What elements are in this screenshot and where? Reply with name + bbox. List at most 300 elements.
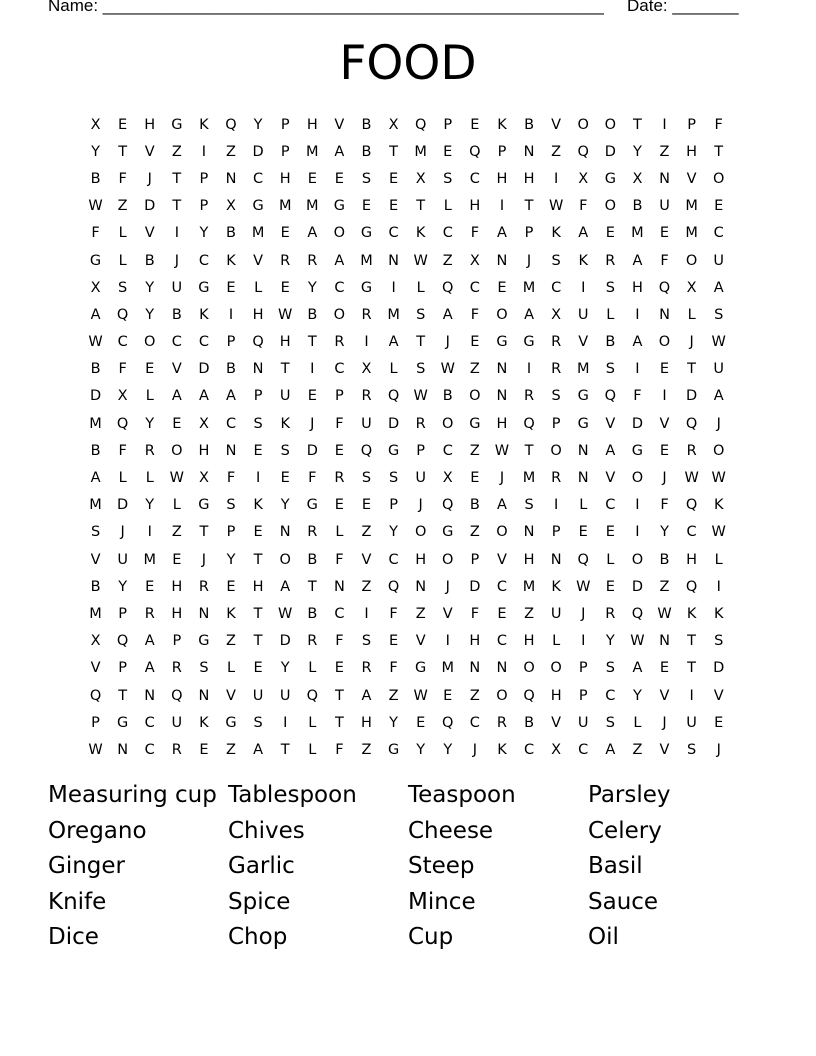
- grid-letter[interactable]: K: [713, 605, 724, 622]
- grid-letter[interactable]: F: [470, 225, 480, 242]
- grid-letter[interactable]: C: [442, 225, 453, 242]
- grid-letter[interactable]: Z: [659, 578, 670, 595]
- grid-letter[interactable]: C: [496, 578, 508, 595]
- grid-letter[interactable]: K: [226, 605, 236, 622]
- grid-letter[interactable]: P: [335, 388, 344, 405]
- grid-letter[interactable]: X: [469, 252, 480, 269]
- grid-letter[interactable]: I: [310, 361, 315, 378]
- grid-letter[interactable]: R: [144, 442, 155, 459]
- grid-letter[interactable]: N: [523, 143, 535, 160]
- grid-letter[interactable]: X: [632, 170, 643, 187]
- grid-letter[interactable]: E: [443, 687, 453, 704]
- grid-letter[interactable]: C: [334, 605, 345, 622]
- grid-letter[interactable]: Q: [658, 279, 671, 296]
- grid-letter[interactable]: O: [171, 442, 183, 459]
- grid-letter[interactable]: X: [90, 633, 101, 650]
- grid-letter[interactable]: L: [443, 198, 452, 215]
- grid-letter[interactable]: N: [496, 388, 508, 405]
- grid-letter[interactable]: I: [201, 143, 207, 160]
- grid-letter[interactable]: O: [496, 524, 508, 541]
- grid-letter[interactable]: E: [145, 361, 155, 378]
- grid-letter[interactable]: T: [172, 198, 182, 215]
- grid-letter[interactable]: S: [361, 633, 372, 650]
- grid-letter[interactable]: R: [415, 415, 426, 432]
- grid-letter[interactable]: E: [280, 225, 290, 242]
- grid-letter[interactable]: Q: [116, 415, 129, 432]
- grid-letter[interactable]: Z: [117, 198, 128, 215]
- grid-letter[interactable]: A: [632, 660, 643, 677]
- grid-letter[interactable]: J: [581, 605, 586, 622]
- grid-letter[interactable]: U: [361, 415, 372, 432]
- grid-letter[interactable]: F: [308, 470, 317, 487]
- grid-letter[interactable]: E: [388, 633, 399, 650]
- grid-letter[interactable]: F: [389, 605, 398, 622]
- grid-letter[interactable]: B: [144, 252, 155, 269]
- grid-letter[interactable]: G: [442, 524, 454, 541]
- grid-letter[interactable]: V: [442, 605, 453, 622]
- grid-letter[interactable]: H: [523, 551, 535, 568]
- grid-letter[interactable]: R: [171, 660, 182, 677]
- grid-letter[interactable]: E: [361, 198, 372, 215]
- grid-letter[interactable]: L: [633, 714, 642, 731]
- grid-letter[interactable]: F: [470, 605, 480, 622]
- grid-letter[interactable]: S: [551, 388, 561, 405]
- grid-letter[interactable]: C: [605, 687, 616, 704]
- grid-letter[interactable]: J: [445, 334, 450, 351]
- grid-letter[interactable]: H: [171, 605, 183, 622]
- grid-letter[interactable]: Z: [551, 143, 562, 160]
- grid-letter[interactable]: U: [252, 687, 264, 704]
- grid-letter[interactable]: P: [578, 660, 588, 677]
- grid-letter[interactable]: Z: [632, 741, 643, 758]
- grid-letter[interactable]: L: [579, 497, 588, 514]
- grid-letter[interactable]: M: [306, 198, 319, 215]
- grid-letter[interactable]: Y: [199, 225, 209, 242]
- grid-letter[interactable]: H: [496, 415, 508, 432]
- grid-letter[interactable]: H: [171, 578, 183, 595]
- grid-letter[interactable]: J: [120, 524, 125, 541]
- grid-letter[interactable]: P: [91, 714, 100, 731]
- grid-letter[interactable]: R: [198, 578, 209, 595]
- grid-letter[interactable]: C: [523, 741, 535, 758]
- grid-letter[interactable]: M: [251, 225, 265, 242]
- grid-letter[interactable]: J: [662, 714, 667, 731]
- grid-letter[interactable]: Y: [280, 497, 290, 514]
- grid-letter[interactable]: P: [280, 143, 290, 160]
- grid-letter[interactable]: H: [279, 334, 291, 351]
- grid-letter[interactable]: C: [334, 279, 345, 296]
- grid-letter[interactable]: T: [389, 143, 398, 160]
- grid-letter[interactable]: W: [88, 741, 103, 758]
- grid-letter[interactable]: T: [714, 143, 724, 160]
- grid-letter[interactable]: P: [389, 497, 398, 514]
- grid-letter[interactable]: H: [361, 714, 372, 731]
- grid-letter[interactable]: U: [713, 361, 725, 378]
- grid-letter[interactable]: U: [279, 687, 291, 704]
- grid-letter[interactable]: X: [551, 306, 562, 323]
- grid-letter[interactable]: P: [280, 116, 290, 133]
- grid-letter[interactable]: I: [364, 334, 369, 351]
- grid-letter[interactable]: N: [523, 524, 535, 541]
- grid-letter[interactable]: R: [551, 334, 562, 351]
- grid-letter[interactable]: N: [279, 524, 291, 541]
- grid-letter[interactable]: P: [118, 605, 128, 622]
- grid-letter[interactable]: O: [685, 252, 698, 269]
- grid-letter[interactable]: I: [526, 361, 532, 378]
- grid-letter[interactable]: Y: [632, 143, 642, 160]
- grid-letter[interactable]: O: [712, 442, 725, 459]
- grid-letter[interactable]: D: [631, 415, 643, 432]
- grid-letter[interactable]: W: [278, 306, 293, 323]
- grid-letter[interactable]: C: [388, 551, 399, 568]
- grid-letter[interactable]: E: [118, 116, 128, 133]
- grid-letter[interactable]: V: [605, 470, 616, 487]
- grid-letter[interactable]: T: [199, 524, 209, 541]
- grid-letter[interactable]: A: [307, 225, 318, 242]
- grid-letter[interactable]: H: [279, 170, 291, 187]
- grid-letter[interactable]: B: [226, 361, 236, 378]
- grid-letter[interactable]: B: [659, 551, 670, 568]
- grid-letter[interactable]: G: [415, 660, 427, 677]
- grid-letter[interactable]: D: [604, 143, 616, 160]
- grid-letter[interactable]: L: [552, 633, 561, 650]
- grid-letter[interactable]: K: [280, 415, 290, 432]
- grid-letter[interactable]: B: [171, 306, 182, 323]
- grid-letter[interactable]: X: [226, 198, 236, 215]
- grid-letter[interactable]: N: [659, 633, 670, 650]
- grid-letter[interactable]: C: [225, 415, 237, 432]
- grid-letter[interactable]: Y: [145, 306, 155, 323]
- grid-letter[interactable]: U: [550, 605, 562, 622]
- grid-letter[interactable]: M: [631, 225, 644, 242]
- grid-letter[interactable]: N: [388, 252, 399, 269]
- grid-letter[interactable]: X: [90, 116, 101, 133]
- grid-letter[interactable]: O: [496, 306, 508, 323]
- grid-letter[interactable]: G: [469, 415, 481, 432]
- grid-letter[interactable]: A: [632, 334, 643, 351]
- grid-letter[interactable]: Q: [414, 116, 427, 133]
- grid-letter[interactable]: A: [524, 306, 534, 323]
- grid-letter[interactable]: H: [306, 116, 318, 133]
- grid-letter[interactable]: H: [686, 551, 698, 568]
- grid-letter[interactable]: E: [659, 660, 670, 677]
- grid-letter[interactable]: N: [496, 252, 508, 269]
- grid-letter[interactable]: B: [307, 306, 318, 323]
- grid-letter[interactable]: E: [714, 714, 724, 731]
- grid-letter[interactable]: M: [522, 470, 536, 487]
- grid-letter[interactable]: P: [551, 415, 561, 432]
- grid-letter[interactable]: X: [388, 116, 399, 133]
- grid-letter[interactable]: S: [226, 497, 236, 514]
- grid-letter[interactable]: E: [659, 442, 670, 459]
- grid-letter[interactable]: K: [551, 225, 561, 242]
- grid-letter[interactable]: T: [524, 442, 534, 459]
- grid-letter[interactable]: O: [631, 470, 644, 487]
- grid-letter[interactable]: U: [171, 714, 183, 731]
- grid-letter[interactable]: A: [334, 252, 345, 269]
- grid-letter[interactable]: J: [716, 415, 721, 432]
- grid-letter[interactable]: A: [90, 470, 101, 487]
- grid-letter[interactable]: X: [198, 415, 209, 432]
- grid-letter[interactable]: X: [361, 361, 372, 378]
- grid-letter[interactable]: J: [716, 741, 721, 758]
- grid-letter[interactable]: P: [578, 687, 588, 704]
- grid-letter[interactable]: Y: [145, 497, 155, 514]
- grid-letter[interactable]: H: [144, 116, 156, 133]
- grid-letter[interactable]: X: [117, 388, 128, 405]
- grid-letter[interactable]: S: [714, 306, 724, 323]
- grid-letter[interactable]: N: [225, 170, 237, 187]
- grid-letter[interactable]: T: [632, 116, 642, 133]
- grid-letter[interactable]: Y: [605, 633, 615, 650]
- grid-letter[interactable]: T: [118, 687, 128, 704]
- grid-letter[interactable]: E: [388, 198, 399, 215]
- grid-letter[interactable]: Z: [226, 633, 236, 650]
- grid-letter[interactable]: D: [713, 660, 725, 677]
- grid-letter[interactable]: I: [716, 578, 721, 595]
- grid-letter[interactable]: A: [171, 388, 182, 405]
- grid-letter[interactable]: F: [633, 388, 642, 405]
- grid-letter[interactable]: E: [334, 170, 344, 187]
- grid-letter[interactable]: Y: [443, 741, 453, 758]
- grid-letter[interactable]: I: [635, 306, 640, 323]
- grid-letter[interactable]: G: [252, 198, 264, 215]
- grid-letter[interactable]: J: [445, 578, 450, 595]
- grid-letter[interactable]: Z: [415, 605, 426, 622]
- grid-letter[interactable]: E: [659, 361, 670, 378]
- grid-letter[interactable]: X: [415, 170, 426, 187]
- grid-letter[interactable]: R: [361, 306, 372, 323]
- grid-letter[interactable]: Z: [469, 524, 480, 541]
- grid-letter[interactable]: G: [198, 279, 210, 296]
- grid-letter[interactable]: O: [469, 388, 481, 405]
- grid-letter[interactable]: A: [388, 334, 399, 351]
- grid-letter[interactable]: D: [686, 388, 698, 405]
- grid-letter[interactable]: C: [605, 497, 616, 514]
- grid-letter[interactable]: U: [117, 551, 128, 568]
- grid-letter[interactable]: I: [635, 361, 640, 378]
- grid-letter[interactable]: W: [657, 605, 672, 622]
- grid-letter[interactable]: R: [551, 361, 562, 378]
- grid-letter[interactable]: W: [278, 605, 293, 622]
- grid-letter[interactable]: M: [89, 605, 102, 622]
- grid-letter[interactable]: R: [605, 252, 616, 269]
- grid-letter[interactable]: H: [252, 578, 264, 595]
- grid-letter[interactable]: Z: [469, 687, 480, 704]
- grid-letter[interactable]: C: [198, 334, 209, 351]
- grid-letter[interactable]: N: [577, 470, 589, 487]
- grid-letter[interactable]: P: [226, 524, 236, 541]
- grid-letter[interactable]: K: [578, 252, 588, 269]
- grid-letter[interactable]: G: [360, 225, 373, 242]
- grid-letter[interactable]: A: [144, 660, 155, 677]
- grid-letter[interactable]: B: [307, 605, 318, 622]
- grid-letter[interactable]: Z: [171, 143, 182, 160]
- grid-letter[interactable]: M: [414, 143, 427, 160]
- grid-letter[interactable]: E: [172, 415, 182, 432]
- grid-letter[interactable]: G: [631, 442, 644, 459]
- grid-letter[interactable]: V: [226, 687, 236, 704]
- grid-letter[interactable]: K: [551, 578, 561, 595]
- grid-letter[interactable]: F: [118, 170, 127, 187]
- grid-letter[interactable]: H: [550, 687, 562, 704]
- grid-letter[interactable]: Y: [389, 524, 398, 541]
- grid-letter[interactable]: I: [499, 198, 505, 215]
- grid-letter[interactable]: K: [199, 714, 209, 731]
- grid-letter[interactable]: F: [226, 470, 236, 487]
- grid-letter[interactable]: T: [687, 660, 697, 677]
- grid-letter[interactable]: A: [713, 279, 724, 296]
- grid-letter[interactable]: V: [90, 660, 101, 677]
- grid-letter[interactable]: O: [279, 551, 291, 568]
- grid-letter[interactable]: M: [576, 361, 590, 378]
- grid-letter[interactable]: D: [198, 361, 210, 378]
- grid-letter[interactable]: W: [88, 198, 103, 215]
- grid-letter[interactable]: E: [605, 524, 615, 541]
- grid-letter[interactable]: F: [579, 198, 588, 215]
- grid-letter[interactable]: C: [713, 225, 724, 242]
- grid-letter[interactable]: Q: [387, 388, 400, 405]
- grid-letter[interactable]: Y: [253, 116, 263, 133]
- grid-letter[interactable]: T: [334, 687, 344, 704]
- grid-letter[interactable]: E: [334, 660, 344, 677]
- grid-letter[interactable]: S: [90, 524, 101, 541]
- grid-letter[interactable]: I: [689, 687, 694, 704]
- grid-letter[interactable]: Z: [388, 687, 399, 704]
- grid-letter[interactable]: Q: [631, 605, 644, 622]
- grid-letter[interactable]: W: [413, 687, 428, 704]
- grid-letter[interactable]: E: [226, 279, 236, 296]
- grid-letter[interactable]: I: [147, 524, 152, 541]
- grid-letter[interactable]: X: [90, 279, 101, 296]
- grid-letter[interactable]: T: [687, 361, 697, 378]
- grid-letter[interactable]: A: [90, 306, 101, 323]
- grid-letter[interactable]: Y: [416, 741, 426, 758]
- grid-letter[interactable]: A: [713, 388, 724, 405]
- grid-letter[interactable]: C: [686, 524, 697, 541]
- grid-letter[interactable]: Q: [523, 687, 535, 704]
- grid-letter[interactable]: I: [581, 633, 586, 650]
- grid-letter[interactable]: H: [198, 442, 210, 459]
- grid-letter[interactable]: G: [306, 497, 318, 514]
- grid-letter[interactable]: E: [334, 442, 344, 459]
- grid-letter[interactable]: E: [280, 470, 290, 487]
- grid-letter[interactable]: E: [470, 334, 480, 351]
- grid-letter[interactable]: G: [89, 252, 102, 269]
- grid-letter[interactable]: A: [632, 252, 643, 269]
- grid-letter[interactable]: D: [306, 442, 318, 459]
- grid-letter[interactable]: N: [550, 551, 562, 568]
- grid-letter[interactable]: G: [225, 714, 237, 731]
- grid-letter[interactable]: Q: [685, 578, 698, 595]
- grid-letter[interactable]: W: [494, 442, 510, 459]
- grid-letter[interactable]: K: [415, 225, 426, 242]
- grid-letter[interactable]: J: [689, 334, 694, 351]
- grid-letter[interactable]: B: [442, 388, 453, 405]
- grid-letter[interactable]: S: [605, 660, 615, 677]
- grid-letter[interactable]: G: [360, 279, 373, 296]
- grid-letter[interactable]: R: [686, 442, 697, 459]
- grid-letter[interactable]: F: [335, 741, 344, 758]
- grid-letter[interactable]: S: [253, 415, 263, 432]
- grid-letter[interactable]: G: [496, 334, 508, 351]
- grid-letter[interactable]: G: [171, 116, 183, 133]
- grid-letter[interactable]: N: [333, 578, 345, 595]
- grid-letter[interactable]: M: [89, 497, 102, 514]
- grid-letter[interactable]: P: [118, 660, 128, 677]
- grid-letter[interactable]: Z: [469, 442, 480, 459]
- grid-letter[interactable]: S: [199, 660, 209, 677]
- grid-letter[interactable]: C: [388, 225, 399, 242]
- grid-letter[interactable]: A: [198, 388, 209, 405]
- grid-letter[interactable]: E: [659, 225, 670, 242]
- grid-letter[interactable]: D: [117, 497, 129, 514]
- grid-letter[interactable]: B: [90, 578, 101, 595]
- grid-letter[interactable]: H: [631, 279, 643, 296]
- grid-letter[interactable]: K: [686, 605, 697, 622]
- grid-letter[interactable]: F: [660, 497, 669, 514]
- grid-letter[interactable]: D: [631, 578, 643, 595]
- grid-letter[interactable]: W: [711, 524, 726, 541]
- grid-letter[interactable]: H: [686, 143, 698, 160]
- grid-letter[interactable]: Q: [685, 497, 698, 514]
- grid-letter[interactable]: E: [497, 279, 507, 296]
- grid-letter[interactable]: W: [711, 334, 726, 351]
- grid-letter[interactable]: T: [334, 714, 344, 731]
- grid-letter[interactable]: B: [361, 143, 372, 160]
- grid-letter[interactable]: R: [307, 633, 318, 650]
- grid-letter[interactable]: S: [443, 170, 453, 187]
- grid-letter[interactable]: V: [551, 714, 562, 731]
- grid-letter[interactable]: B: [226, 225, 236, 242]
- grid-letter[interactable]: T: [416, 334, 426, 351]
- grid-letter[interactable]: K: [713, 497, 724, 514]
- grid-letter[interactable]: I: [554, 170, 559, 187]
- grid-letter[interactable]: S: [361, 170, 372, 187]
- grid-letter[interactable]: A: [280, 578, 291, 595]
- grid-letter[interactable]: X: [442, 470, 453, 487]
- grid-letter[interactable]: F: [470, 306, 480, 323]
- grid-letter[interactable]: E: [470, 470, 480, 487]
- grid-letter[interactable]: Z: [361, 578, 372, 595]
- grid-letter[interactable]: K: [497, 741, 507, 758]
- grid-letter[interactable]: Y: [280, 660, 290, 677]
- grid-letter[interactable]: R: [280, 252, 291, 269]
- grid-letter[interactable]: N: [198, 605, 210, 622]
- grid-letter[interactable]: Q: [252, 334, 264, 351]
- grid-letter[interactable]: O: [631, 551, 644, 568]
- grid-letter[interactable]: Q: [116, 633, 129, 650]
- grid-letter[interactable]: C: [496, 633, 508, 650]
- grid-letter[interactable]: E: [199, 741, 209, 758]
- grid-letter[interactable]: H: [469, 633, 481, 650]
- grid-letter[interactable]: B: [605, 334, 616, 351]
- grid-letter[interactable]: V: [415, 633, 426, 650]
- grid-letter[interactable]: I: [174, 225, 179, 242]
- grid-letter[interactable]: N: [225, 442, 237, 459]
- grid-letter[interactable]: P: [226, 334, 236, 351]
- grid-letter[interactable]: N: [469, 660, 481, 677]
- grid-letter[interactable]: W: [576, 578, 591, 595]
- grid-letter[interactable]: Q: [306, 687, 318, 704]
- grid-letter[interactable]: T: [687, 633, 697, 650]
- grid-letter[interactable]: R: [334, 334, 345, 351]
- grid-letter[interactable]: W: [630, 633, 645, 650]
- grid-letter[interactable]: F: [335, 633, 344, 650]
- grid-letter[interactable]: M: [89, 415, 102, 432]
- grid-letter[interactable]: Y: [145, 279, 155, 296]
- grid-letter[interactable]: N: [577, 442, 589, 459]
